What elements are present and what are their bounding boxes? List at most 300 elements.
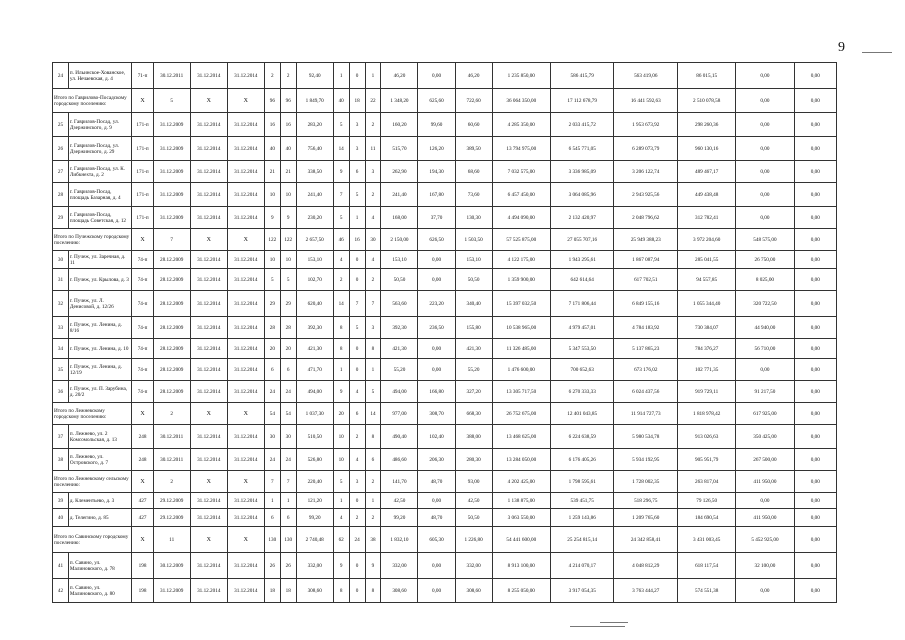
table-cell: 784 376,27: [678, 339, 736, 359]
table-row: [53, 291, 837, 317]
table-cell: 26 750,00: [736, 251, 794, 269]
table-cell: 350 425,00: [736, 425, 794, 449]
table-cell: 388,00: [455, 425, 492, 449]
table-cell: 74-п: [132, 269, 153, 291]
table-cell: X: [190, 527, 227, 553]
table-cell: 1 138 875,00: [492, 493, 550, 509]
table-cell: 308,60: [381, 579, 418, 603]
table-cell: 171-п: [132, 161, 153, 183]
table-cell: 36 064 350,00: [492, 89, 550, 113]
table-cell: 26: [280, 553, 296, 579]
table-cell: 4 285 350,00: [492, 113, 550, 137]
table-cell: 10: [280, 251, 296, 269]
table-cell: Итого по Лежневскому сельскому поселению:: [53, 471, 132, 493]
table-cell: 167,80: [418, 183, 455, 207]
table-cell: 194,30: [418, 161, 455, 183]
table-cell: 1 867 087,94: [614, 251, 678, 269]
table-row: [53, 317, 837, 339]
table-cell: 6: [349, 403, 365, 425]
housing-program-table: [52, 62, 837, 603]
table-cell: 54: [280, 403, 296, 425]
table-cell: 0,00: [736, 493, 794, 509]
table-cell: 2 510 078,58: [678, 89, 736, 113]
table-cell: 28.12.2009: [153, 339, 190, 359]
table-cell: 3: [365, 161, 381, 183]
table-cell: 8 025,00: [736, 269, 794, 291]
table-cell: 68,60: [455, 161, 492, 183]
table-cell: 1: [264, 493, 280, 509]
table-cell: 241,40: [296, 183, 333, 207]
table-cell: 1 832,10: [381, 527, 418, 553]
table-cell: 7: [280, 471, 296, 493]
table-cell: 31.12.2014: [190, 509, 227, 527]
table-cell: п. Лежнево, ул. Островского, д. 7: [68, 449, 132, 471]
table-cell: 5 137 865,23: [614, 339, 678, 359]
table-cell: 0,00: [736, 161, 794, 183]
table-cell: 38: [365, 527, 381, 553]
table-cell: 16: [280, 113, 296, 137]
table-cell: 31.12.2014: [190, 381, 227, 403]
table-row: [53, 449, 837, 471]
table-cell: 4: [365, 207, 381, 229]
table-cell: 0,00: [794, 251, 836, 269]
table-cell: 184 690,54: [678, 509, 736, 527]
table-cell: 338,50: [296, 161, 333, 183]
table-cell: 27: [53, 161, 69, 183]
table-cell: 21: [280, 161, 296, 183]
table-row: [53, 113, 837, 137]
table-cell: 700 652,63: [550, 359, 614, 381]
table-cell: 0,00: [794, 207, 836, 229]
table-cell: 13 305 717,50: [492, 381, 550, 403]
table-cell: 0,00: [794, 509, 836, 527]
table-cell: 280,30: [455, 449, 492, 471]
table-cell: 9: [333, 161, 349, 183]
table-cell: 31.12.2009: [153, 207, 190, 229]
table-cell: 220,40: [296, 471, 333, 493]
table-cell: 392,30: [296, 317, 333, 339]
table-cell: 130,30: [455, 207, 492, 229]
table-cell: г. Пучеж, ул. Крылова, д. 3: [68, 269, 132, 291]
table-cell: д. Телегино, д. 85: [68, 509, 132, 527]
table-cell: 0,00: [794, 339, 836, 359]
table-cell: 5: [333, 207, 349, 229]
table-cell: 3 917 054,35: [550, 579, 614, 603]
table-cell: г. Гаврилов-Посад, ул. Дзержинского, д. 29: [68, 137, 132, 161]
table-cell: 5: [349, 317, 365, 339]
table-cell: 0,00: [418, 493, 455, 509]
table-cell: 37: [53, 425, 69, 449]
table-cell: 28.12.2009: [153, 269, 190, 291]
table-cell: 2 150,00: [381, 229, 418, 251]
table-cell: 1 348,20: [381, 89, 418, 113]
table-cell: 1 728 002,35: [614, 471, 678, 493]
table-row: [53, 183, 837, 207]
table-cell: 2: [153, 403, 190, 425]
table-cell: 1 359 900,00: [492, 269, 550, 291]
table-cell: 1: [365, 359, 381, 381]
table-cell: 6 457 450,00: [492, 183, 550, 207]
table-cell: 46,20: [381, 63, 418, 89]
table-cell: 30.12.2011: [153, 63, 190, 89]
table-cell: 74-п: [132, 291, 153, 317]
table-cell: 539 451,75: [550, 493, 614, 509]
table-cell: 332,00: [381, 553, 418, 579]
table-cell: 285 041,55: [678, 251, 736, 269]
table-cell: 3 206 122,74: [614, 161, 678, 183]
table-cell: 141,70: [381, 471, 418, 493]
table-cell: 0,00: [736, 63, 794, 89]
table-row: [53, 381, 837, 403]
table-cell: 625,60: [418, 89, 455, 113]
table-cell: 10: [333, 449, 349, 471]
table-cell: 5: [280, 269, 296, 291]
table-cell: 50,50: [381, 269, 418, 291]
table-cell: 74-п: [132, 339, 153, 359]
table-cell: 29.12.2009: [153, 509, 190, 527]
table-cell: 6 545 771,05: [550, 137, 614, 161]
table-cell: 16: [264, 113, 280, 137]
table-cell: 3 336 985,09: [550, 161, 614, 183]
table-cell: 1 259 143,86: [550, 509, 614, 527]
table-cell: 5: [264, 269, 280, 291]
table-cell: 518 296,75: [614, 493, 678, 509]
table-cell: 0: [349, 359, 365, 381]
table-cell: 2: [365, 113, 381, 137]
table-cell: 31.12.2014: [190, 339, 227, 359]
table-cell: 38: [53, 449, 69, 471]
table-cell: 4 048 812,29: [614, 553, 678, 579]
table-cell: 166,80: [418, 381, 455, 403]
table-cell: 74-п: [132, 381, 153, 403]
table-cell: 198: [132, 579, 153, 603]
table-cell: 223,20: [418, 291, 455, 317]
table-cell: г. Гаврилов-Посад, площадь Базарная, д. 4: [68, 183, 132, 207]
table-cell: 4 784 183,92: [614, 317, 678, 339]
table-cell: 230,20: [296, 207, 333, 229]
table-cell: 1: [333, 63, 349, 89]
table-cell: 5 452 925,00: [736, 527, 794, 553]
table-cell: 0,00: [418, 339, 455, 359]
table-cell: 171-п: [132, 207, 153, 229]
table-cell: 421,30: [296, 339, 333, 359]
table-cell: 153,10: [296, 251, 333, 269]
table-cell: 12 401 043,85: [550, 403, 614, 425]
table-cell: 31.12.2014: [227, 381, 264, 403]
table-row: [53, 251, 837, 269]
table-cell: 24: [264, 449, 280, 471]
table-cell: 2: [153, 471, 190, 493]
table-cell: 31.12.2014: [190, 579, 227, 603]
table-cell: X: [132, 403, 153, 425]
table-cell: 427: [132, 493, 153, 509]
table-cell: 21: [264, 161, 280, 183]
table-cell: 54 441 600,00: [492, 527, 550, 553]
table-cell: 13 794 975,00: [492, 137, 550, 161]
decorative-line: [570, 626, 625, 627]
table-cell: 74-п: [132, 317, 153, 339]
table-cell: 3 431 003,45: [678, 527, 736, 553]
table-cell: 0,00: [794, 381, 836, 403]
table-cell: 0,00: [794, 63, 836, 89]
table-cell: 31.12.2014: [190, 207, 227, 229]
table-cell: 6: [365, 449, 381, 471]
table-cell: 494,00: [381, 381, 418, 403]
table-cell: 34: [53, 339, 69, 359]
table-cell: 1: [349, 207, 365, 229]
decorative-line: [862, 52, 892, 53]
table-cell: 31.12.2014: [227, 425, 264, 449]
table-cell: 32: [53, 291, 69, 317]
table-cell: 515,70: [381, 137, 418, 161]
table-cell: 332,00: [455, 553, 492, 579]
table-cell: 31.12.2014: [190, 449, 227, 471]
table-cell: 46,20: [455, 63, 492, 89]
table-cell: 0: [349, 339, 365, 359]
table-cell: 31.12.2014: [190, 269, 227, 291]
table-cell: 3: [365, 317, 381, 339]
table-cell: 18: [264, 579, 280, 603]
table-cell: 46: [333, 229, 349, 251]
table-row: [53, 359, 837, 381]
table-cell: 24 342 858,41: [614, 527, 678, 553]
table-row: [53, 509, 837, 527]
table-cell: 4 202 425,00: [492, 471, 550, 493]
table-cell: 26: [264, 553, 280, 579]
table-cell: 392,30: [381, 317, 418, 339]
table-cell: 171-п: [132, 183, 153, 207]
table-cell: 31.12.2014: [227, 339, 264, 359]
table-cell: 122: [264, 229, 280, 251]
table-cell: 29.12.2009: [153, 493, 190, 509]
table-cell: X: [190, 403, 227, 425]
table-cell: 421,30: [381, 339, 418, 359]
table-cell: 620,40: [296, 291, 333, 317]
table-cell: 2 740,48: [296, 527, 333, 553]
table-cell: 18: [280, 579, 296, 603]
table-cell: 26 752 675,00: [492, 403, 550, 425]
table-cell: 7: [264, 471, 280, 493]
table-cell: 4: [349, 381, 365, 403]
table-cell: 22: [365, 89, 381, 113]
table-cell: 25: [53, 113, 69, 137]
table-cell: 1 943 295,61: [550, 251, 614, 269]
table-row: [53, 207, 837, 229]
table-cell: 26: [53, 137, 69, 161]
table-cell: 96: [264, 89, 280, 113]
table-cell: 1 798 595,61: [550, 471, 614, 493]
table-cell: 5: [333, 113, 349, 137]
table-cell: 2: [365, 509, 381, 527]
table-cell: 7: [333, 183, 349, 207]
table-cell: 94 557,85: [678, 269, 736, 291]
table-cell: 563 419,06: [614, 63, 678, 89]
table-cell: 3 063 550,00: [492, 509, 550, 527]
table-cell: 548 575,00: [736, 229, 794, 251]
table-cell: 31.12.2014: [227, 317, 264, 339]
table-row: [53, 63, 837, 89]
table-cell: 27 055 707,16: [550, 229, 614, 251]
table-cell: 526,80: [296, 449, 333, 471]
table-cell: 1 209 765,60: [614, 509, 678, 527]
table-cell: 586 415,79: [550, 63, 614, 89]
table-cell: 3: [349, 113, 365, 137]
table-cell: 0,00: [418, 63, 455, 89]
table-cell: 55,20: [381, 359, 418, 381]
table-cell: 489 467,17: [678, 161, 736, 183]
table-cell: 31.12.2014: [190, 493, 227, 509]
table-cell: 471,70: [296, 359, 333, 381]
table-cell: 6: [280, 509, 296, 527]
table-cell: 0,00: [794, 161, 836, 183]
table-cell: 4 494 090,00: [492, 207, 550, 229]
table-cell: X: [190, 89, 227, 113]
table-cell: 130: [280, 527, 296, 553]
table-cell: 31.12.2014: [227, 137, 264, 161]
table-cell: 1: [280, 493, 296, 509]
table-cell: 449 438,48: [678, 183, 736, 207]
table-cell: 102 771,35: [678, 359, 736, 381]
table-cell: 33: [53, 317, 69, 339]
table-cell: 31.12.2014: [227, 161, 264, 183]
table-cell: 0,00: [794, 113, 836, 137]
table-cell: 2 657,50: [296, 229, 333, 251]
table-cell: 308,70: [418, 403, 455, 425]
table-cell: 9: [333, 553, 349, 579]
table-cell: 3 972 204,60: [678, 229, 736, 251]
table-cell: 36: [53, 381, 69, 403]
table-cell: 2: [349, 425, 365, 449]
table-cell: 960 130,16: [678, 137, 736, 161]
table-cell: 4 979 457,01: [550, 317, 614, 339]
table-cell: 2: [264, 63, 280, 89]
table-cell: 642 614,64: [550, 269, 614, 291]
table-cell: 50,50: [455, 269, 492, 291]
table-cell: 6 224 638,59: [550, 425, 614, 449]
table-cell: 40: [280, 137, 296, 161]
table-cell: 421,30: [455, 339, 492, 359]
table-cell: г. Пучеж, ул. Заречная, д. 11: [68, 251, 132, 269]
table-cell: 6 176 405,26: [550, 449, 614, 471]
table-cell: Итого по Савинскому городскому поселению:: [53, 527, 132, 553]
table-cell: 153,10: [455, 251, 492, 269]
table-cell: 563,60: [381, 291, 418, 317]
table-cell: 10 538 965,00: [492, 317, 550, 339]
table-cell: 28: [264, 317, 280, 339]
table-cell: 31.12.2014: [190, 425, 227, 449]
table-cell: 7: [153, 229, 190, 251]
table-cell: 121,20: [296, 493, 333, 509]
table-cell: 4: [365, 251, 381, 269]
table-cell: X: [132, 527, 153, 553]
table-cell: X: [227, 229, 264, 251]
table-cell: 31.12.2014: [227, 493, 264, 509]
table-cell: 5 347 553,50: [550, 339, 614, 359]
table-cell: 24: [280, 381, 296, 403]
table-cell: 4: [349, 449, 365, 471]
table-cell: 6 289 073,79: [614, 137, 678, 161]
table-cell: X: [227, 403, 264, 425]
table-cell: 668,30: [455, 403, 492, 425]
table-cell: 1: [365, 493, 381, 509]
table-cell: 60,60: [455, 113, 492, 137]
table-cell: 6: [349, 161, 365, 183]
table-cell: 308,60: [296, 579, 333, 603]
table-cell: п. Савино, ул. Малиновского, д. 78: [68, 553, 132, 579]
table-cell: 31.12.2014: [227, 207, 264, 229]
table-cell: 0,00: [736, 183, 794, 207]
table-cell: 6: [280, 359, 296, 381]
table-cell: 0,00: [794, 579, 836, 603]
table-cell: 30.12.2011: [153, 425, 190, 449]
table-cell: 31.12.2014: [227, 183, 264, 207]
table-cell: 1 953 673,92: [614, 113, 678, 137]
table-cell: 31.12.2014: [190, 113, 227, 137]
table-cell: 0: [349, 493, 365, 509]
table-cell: 0: [349, 579, 365, 603]
table-cell: 6 849 155,16: [614, 291, 678, 317]
table-cell: 31.12.2014: [227, 509, 264, 527]
table-cell: 31.12.2014: [227, 359, 264, 381]
table-cell: 411 950,00: [736, 471, 794, 493]
table-cell: 32 100,00: [736, 553, 794, 579]
table-cell: Итого по Гаврилово-Посадскому городскому поселению:: [53, 89, 132, 113]
table-cell: 99,20: [381, 509, 418, 527]
table-cell: 25 949 388,23: [614, 229, 678, 251]
table-cell: 2 048 796,62: [614, 207, 678, 229]
table-cell: 0,00: [794, 183, 836, 207]
table-cell: 283,20: [296, 113, 333, 137]
table-cell: п. Ильинское-Хованское, ул. Нечаевская, д. 4: [68, 63, 132, 89]
total-row: [53, 471, 837, 493]
table-cell: 99,60: [418, 113, 455, 137]
table-cell: 40: [53, 509, 69, 527]
table-cell: 618 117,54: [678, 553, 736, 579]
table-cell: 248: [132, 449, 153, 471]
table-cell: 30.12.2009: [153, 553, 190, 579]
table-cell: 48,70: [418, 509, 455, 527]
table-cell: 198: [132, 553, 153, 579]
table-cell: 0,00: [736, 89, 794, 113]
table-cell: 42,50: [381, 493, 418, 509]
table-cell: 494,00: [296, 381, 333, 403]
table-cell: 73,60: [455, 183, 492, 207]
total-row: [53, 527, 837, 553]
table-cell: 0,00: [794, 493, 836, 509]
table-cell: 50,50: [455, 509, 492, 527]
table-cell: 490,40: [381, 425, 418, 449]
table-cell: 0,00: [794, 471, 836, 493]
table-cell: 40: [333, 89, 349, 113]
table-cell: 0,00: [736, 137, 794, 161]
table-cell: г. Пучеж, ул. П. Зарубина, д. 20/2: [68, 381, 132, 403]
table-cell: 31.12.2014: [190, 553, 227, 579]
table-row: [53, 493, 837, 509]
table-cell: 13 468 625,00: [492, 425, 550, 449]
table-cell: 31.12.2014: [190, 161, 227, 183]
table-cell: 4 122 175,00: [492, 251, 550, 269]
table-cell: 605,30: [418, 527, 455, 553]
table-cell: Итого по Лежневскому городскому поселению:: [53, 403, 132, 425]
table-cell: 0,00: [418, 579, 455, 603]
table-cell: 0,00: [736, 579, 794, 603]
table-cell: 11 914 727,73: [614, 403, 678, 425]
table-cell: 31.12.2014: [227, 553, 264, 579]
table-cell: 31.12.2014: [190, 183, 227, 207]
table-cell: 30: [264, 425, 280, 449]
table-cell: 31.12.2014: [227, 291, 264, 317]
table-cell: 31.12.2009: [153, 183, 190, 207]
